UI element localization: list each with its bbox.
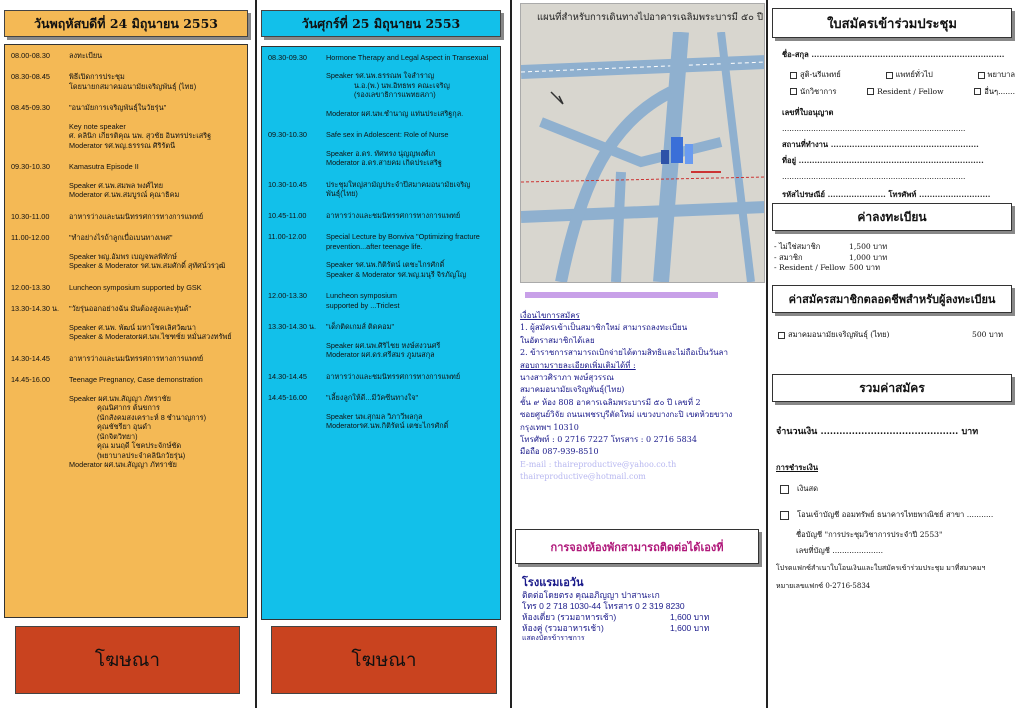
session-details (69, 233, 243, 270)
session-details (326, 291, 497, 310)
session-line (326, 100, 495, 109)
hotel-name: โรงแรมเอวัน (522, 577, 584, 589)
cash-option[interactable] (780, 484, 818, 495)
fee-row (774, 242, 974, 253)
map-divider-bar (525, 292, 718, 298)
session-time: 13.30-14.30 น. (11, 304, 59, 314)
session-line: Moderator ศ.นพ.สมบูรณ์ คุณาธิคม (69, 190, 180, 200)
schedule-row (11, 233, 243, 270)
note-line: นางสาวศิราภา พงษ์สุวรรณ (520, 372, 614, 382)
session-time: 08.00-08.30 (11, 51, 50, 60)
session-line: อาหารว่างและนมนิทรรศการทางการแพทย์ (69, 353, 204, 363)
session-line: "วัยรุ่นออกอย่างฉัน มันต้องสูงและทุ่นด้" (69, 304, 192, 314)
license-field[interactable]: เลขที่ใบอนุญาต (782, 108, 834, 117)
schedule-row (11, 72, 243, 91)
checkbox-icon (780, 511, 789, 520)
note-line: สมาคมอนามัยเจริญพันธุ์(ไทย) (520, 385, 625, 395)
opt-gp-label: แพทย์ทั่วไป (895, 70, 933, 79)
checkbox-icon (978, 72, 985, 79)
session-line: Teenage Pregnancy, Case demonstration (69, 375, 203, 385)
cash-label: เงินสด (797, 484, 819, 493)
session-details (69, 283, 243, 292)
room-single-price: 1,600 บาท (670, 612, 710, 623)
column-info (512, 0, 766, 708)
session-line: Speaker & Moderatorผศ.นพ.ไชฑช์ย หมั่นสวงทรัพย์ (69, 332, 232, 342)
fee-row (774, 263, 974, 274)
amount-field[interactable]: จำนวนเงิน ............................................ บาท (776, 427, 979, 437)
membership-amount: 500 บาท (972, 330, 1003, 339)
map-title: แผนที่สำหรับการเดินทางไปอาคารเฉลิมพระบารมี ๕๐ ปี (537, 12, 764, 23)
session-line: Hormone Therapy and Legal Aspect in Transexual (326, 53, 489, 62)
opt-other-label: อื่นๆ....... (984, 86, 1015, 96)
session-time: 10.30-10.45 (268, 179, 307, 189)
session-line: "เด็กติดเกมส์ ติดคอม" (326, 322, 395, 332)
schedule-row (11, 354, 243, 363)
note-line: ชั้น ๙ ห้อง 808 อาคารเฉลิมพระบารมี ๕๐ ปี เลขที่ 2 (520, 397, 701, 407)
advertisement-middle: โฆษณา (271, 626, 497, 694)
session-line (69, 314, 241, 323)
room-double-label: ห้องคู่ (รวมอาหารเช้า) (522, 623, 604, 634)
note-line: โทรศัพท์ : 0 2716 7227 โทรสาร : 0 2716 5834 (520, 434, 697, 444)
session-time: 13.30-14.30 น. (268, 322, 316, 332)
schedule-row (268, 53, 497, 118)
transfer-label: โอนเข้าบัญชี ออมทรัพย์ ธนาคารไทยพาณิชย์ สาขา ........... (797, 510, 994, 519)
session-line: Luncheon symposium supported by GSK (69, 282, 202, 292)
schedule-row (11, 283, 243, 292)
session-line: Luncheon symposium (326, 291, 397, 301)
session-details (326, 211, 497, 220)
session-line (326, 251, 495, 260)
session-line: Key note speaker (69, 121, 126, 131)
schedule-friday (261, 46, 501, 620)
schedule-row (268, 232, 497, 279)
checkbox-icon (790, 72, 797, 79)
session-line: คุณ มนฤดี โชคประจักษ์ชัด (97, 441, 182, 451)
location-map (520, 3, 765, 283)
checkbox-icon (867, 88, 874, 95)
opt-academic[interactable] (790, 87, 836, 98)
session-time: 09.30-10.30 (268, 130, 307, 140)
session-line (69, 172, 241, 181)
fax-note: โปรดแฟกซ์สำเนาใบโอนเงินและใบสมัครเข้าร่วมประชุม มาที่สมาคมฯ (776, 564, 986, 572)
session-line: Speaker รศ.นพ.กิติรัตน์ เตชะไกรศักดิ์ (326, 260, 445, 270)
note-line: ในอัตราสมาชิกได้เลย (520, 335, 595, 345)
address-field[interactable]: ที่อยู่ ...................................................................... (782, 156, 984, 165)
session-details (326, 322, 497, 359)
note-line: 1. ผู้สมัครเข้าเป็นสมาชิกใหม่ สามารถลงทะเบียน (520, 323, 688, 333)
note-line: สอบถามรายละเอียดเพิ่มเติมได้ที่ : (520, 360, 636, 370)
day-heading-thursday: วันพฤหัสบดีที่ 24 มิถุนายน 2553 (4, 10, 248, 37)
session-line (326, 62, 495, 71)
schedule-row (268, 291, 497, 310)
session-line (69, 243, 241, 252)
session-line: Speaker รศ.นพ.ธรรณพ ใจสำราญ (326, 71, 435, 81)
session-time: 10.30-11.00 (11, 211, 50, 221)
note-line: กรุงเทพฯ 10310 (520, 422, 579, 432)
session-line: Speaker ผศ.นพ.ศิริไชย หงษ์สงวนศรี (326, 340, 441, 350)
session-line (326, 140, 495, 149)
checkbox-icon (886, 72, 893, 79)
session-details (69, 375, 243, 469)
session-line: ศ. คลินิก เกียรติคุณ นพ. สุวชัย อินทรประเสริฐ (69, 131, 212, 141)
column-registration (768, 0, 1023, 708)
session-line: ประชุมใหญ่สามัญประจำปีสมาคมอนามัยเจริญพันธุ์(ไทย) (326, 179, 471, 199)
map-roads (521, 32, 765, 282)
fee-row (774, 253, 974, 264)
conditions-notes (520, 310, 764, 483)
session-line: อาหารว่างและนมนิทรรศการทางการแพทย์ (69, 211, 204, 221)
session-time: 10.45-11.00 (268, 210, 307, 220)
payment-label: การชำระเงิน (776, 463, 819, 472)
session-time: 14.45-16.00 (268, 393, 307, 403)
fee-label: - ไม่ใช่สมาชิก (774, 242, 821, 251)
schedule-row (11, 162, 243, 199)
opt-obgyn-label: สูติ-นรีแพทย์ (800, 70, 841, 79)
note-line: 2. ข้าราชการสามารถเบิกจ่ายได้ตามสิทธิและไม่ถือเป็นวันลา (520, 348, 728, 358)
session-line: (นักสังคมสงเคราะห์ 8 ชำนาญการ) (97, 412, 207, 422)
session-details (69, 72, 243, 91)
hotel-room-single (522, 612, 762, 623)
session-time: 09.30-10.30 (11, 162, 50, 172)
session-line: Safe sex in Adolescent: Role of Nurse (326, 130, 449, 140)
account-name: ชื่อบัญชี "การประชุมวิชาการประจำปี 2553" (796, 530, 943, 539)
session-line: "เลี้ยงลูกให้ดี...มีวัคซีนทางใจ" (326, 393, 419, 403)
session-line: Moderator รศ.พญ.ธรรรณ ศิริรัตนี (69, 140, 176, 150)
advertisement-left: โฆษณา (15, 626, 240, 694)
column-friday (257, 0, 510, 708)
session-line: Moderator อ.ดร.สายคม เกิดประเสริฐ (326, 158, 442, 168)
hotel-phone: โทร 0 2 718 1030-44 โทรสาร 0 2 319 8230 (522, 601, 685, 612)
session-line: น.อ.(พ.) นพ.อิทธพร คณะเจริญ (354, 80, 450, 90)
note-line: E-mail : thaireproductive@yahoo.co.th (520, 459, 677, 469)
hotel-room-double (522, 623, 762, 634)
session-time: 08.45-09.30 (11, 103, 50, 113)
schedule-row (268, 180, 497, 199)
session-line: "ทำอย่างไรถ้าลูกเบื่อเบนทางเพศ" (69, 233, 173, 243)
checkbox-icon (780, 485, 789, 494)
session-time: 14.45-16.00 (11, 375, 50, 385)
schedule-row (268, 393, 497, 430)
session-line: โดยนายกสมาคมอนามัยเจริญพันธุ์ (ไทย) (69, 81, 197, 91)
session-time: 11.00-12.00 (11, 233, 50, 243)
session-line: Speaker ศ.นพ.สมพล พงศ์ไทย (69, 180, 164, 190)
booking-contact-box: การจองห้องพักสามารถติดต่อได้เองที่ (515, 529, 759, 564)
session-line: ลงทะเบียน (69, 51, 103, 60)
schedule-row (268, 130, 497, 167)
session-details (69, 103, 243, 150)
zip-phone-field[interactable]: รหัสไปรษณีย์ ...................... โทรศัพท์ ........................... (782, 190, 991, 199)
fee-amount: 500 บาท (849, 263, 880, 273)
membership-title: ค่าสมัครสมาชิกตลอดชีพสำหรับผู้ลงทะเบียน (772, 285, 1012, 313)
session-line: Moderator ผศ.นพ.สัญญา ภัทราชัย (69, 460, 177, 470)
session-line: พิธีเปิดการประชุม (69, 72, 125, 82)
session-details (326, 130, 497, 167)
schedule-row (268, 211, 497, 220)
fee-table (774, 242, 974, 274)
day-heading-friday: วันศุกร์ที่ 25 มิถุนายน 2553 (261, 10, 501, 37)
session-line: "อนามัยการเจริญพันธุ์ในวัยรุ่น" (69, 103, 167, 113)
session-details (326, 53, 497, 118)
session-line: คุณชัชรียา อุนดำ (97, 422, 152, 432)
fee-label: - สมาชิก (774, 252, 803, 262)
session-details (326, 372, 497, 381)
session-line: Kamasutra Episode II (69, 162, 139, 172)
room-double-price: 1,600 บาท (670, 623, 710, 634)
session-line: Speaker ศ.นพ. พัฒน์ มหาโชคเลิศวัฒนา (69, 322, 196, 332)
form-title: ใบสมัครเข้าร่วมประชุม (772, 8, 1012, 38)
checkbox-icon (790, 88, 797, 95)
session-line: Speaker & Moderator รศ.พญ.มนุรี จิรภัญโญ (326, 269, 467, 279)
session-line: อาหารว่างและชมนิทรรศการทางการแพทย์ (326, 210, 461, 220)
fee-title: ค่าลงทะเบียน (772, 203, 1012, 231)
schedule-row (11, 212, 243, 221)
room-single-label: ห้องเดี่ยว (รวมอาหารเช้า) (522, 612, 617, 623)
opt-gp[interactable] (886, 70, 933, 81)
workplace-field[interactable]: สถานที่ทำงาน ........................................................ (782, 140, 979, 149)
session-details (69, 51, 243, 60)
session-details (69, 212, 243, 221)
column-thursday (0, 0, 255, 708)
session-time: 08.30-08.45 (11, 72, 50, 82)
session-line: Speaker อ.ดร. ทัศทรง นุ่ญญพงศ์เก (326, 148, 436, 158)
schedule-row (268, 372, 497, 381)
checkbox-icon (778, 332, 785, 339)
session-line: Moderatorรศ.นพ.กิติรัตน์ เตชะไกรศักดิ์ (326, 421, 449, 431)
opt-obgyn[interactable] (790, 70, 841, 81)
session-details (326, 180, 497, 199)
license-dots: ............................................................................ (782, 124, 966, 133)
session-time: 14.30-14.45 (11, 353, 50, 363)
session-time: 14.30-14.45 (268, 371, 307, 381)
name-field[interactable]: ชื่อ-สกุล ......................................................................... (782, 50, 1005, 59)
note-line: ซอยศูนย์วิจัย ถนนเพชรบุรีตัดใหม่ แขวงบางกะปิ เขตห้วยขวาง (520, 410, 733, 420)
schedule-row (11, 375, 243, 469)
session-details (69, 162, 243, 199)
session-line: Speaker นพ.สุกมล วิภาวีพลกุล (326, 411, 423, 421)
membership-label: สมาคมอนามัยเจริญพันธุ์ (ไทย) (788, 330, 890, 339)
session-line: Moderator ผศ.ดร.ศรีสมร ภูมนสกุล (326, 350, 435, 360)
schedule-row (11, 103, 243, 150)
hotel-info (522, 576, 762, 644)
schedule-thursday (4, 44, 248, 618)
schedule-row (11, 304, 243, 341)
schedule-row (11, 51, 243, 60)
note-line: เงื่อนไขการสมัคร (520, 311, 580, 320)
session-time: 12.00-13.30 (268, 291, 307, 301)
opt-other[interactable] (974, 87, 1015, 98)
total-title: รวมค่าสมัคร (772, 374, 1012, 402)
session-line (69, 385, 241, 394)
session-line (69, 113, 241, 122)
fax-number: หมายเลขแฟกซ์ 0-2716-5834 (776, 582, 871, 590)
session-details (69, 304, 243, 341)
session-line: Speaker & Moderator รศ.นพ.สมศักดิ์ สุทัศน์วรวุฒิ (69, 261, 226, 271)
session-line (326, 332, 495, 341)
session-line: Speaker ผศ.นพ.สัญญา ภัทราชัย (69, 393, 171, 403)
session-line: Speaker พญ.อัมพร เบญจพลพิทักษ์ (69, 251, 177, 261)
address-dots: ............................................................................ (782, 172, 966, 181)
session-line: supported by ...Triclest (326, 300, 400, 310)
session-line: (พยาบาลประจำคลินิกวัยรุ่น) (97, 450, 186, 460)
session-line: (นักจิตวิทยา) (97, 431, 138, 441)
schedule-row (268, 322, 497, 359)
opt-resident[interactable] (867, 87, 944, 98)
hotel-contact: ติดต่อโดยตรง คุณอภิญญา ปาสานะเก (522, 590, 660, 601)
fee-amount: 1,000 บาท (849, 252, 888, 262)
opt-resident-label: Resident / Fellow (877, 86, 944, 96)
membership-row[interactable] (778, 330, 1003, 341)
fee-amount: 1,500 บาท (849, 242, 888, 251)
opt-nurse[interactable] (978, 70, 1015, 81)
opt-nurse-label: พยาบาล (987, 70, 1015, 79)
note-line: มือถือ 087-939-8510 (520, 447, 599, 457)
session-line: อาหารว่างและชมนิทรรศการทางการแพทย์ (326, 371, 461, 381)
checkbox-icon (974, 88, 981, 95)
session-line: Moderator ผศ.นพ.ชำนาญ แท่นประเสริฐกุล. (326, 108, 464, 118)
note-line: thaireproductive@hotmail.com (520, 472, 646, 482)
session-details (326, 393, 497, 430)
session-time: 11.00-12.00 (268, 232, 307, 242)
session-details (69, 354, 243, 363)
account-number: เลขที่บัญชี ..................... (796, 546, 883, 555)
session-line: (รองเลขาธิการแพทยสภา) (354, 90, 436, 100)
session-time: 12.00-13.30 (11, 282, 50, 292)
session-line: คุณนิศากร ต้นขการ (97, 403, 160, 413)
session-line: Special Lecture by Bonviva "Optimizing fracture prevention...after teenage life. (326, 232, 480, 251)
transfer-option[interactable] (780, 510, 1018, 521)
opt-academic-label: นักวิชาการ (800, 86, 837, 96)
session-details (326, 232, 497, 279)
session-line (326, 403, 495, 412)
fee-label: - Resident / Fellow (774, 263, 846, 273)
profession-options (790, 70, 1015, 97)
hotel-note: แสดงบัตรข้าราชการ (522, 635, 585, 643)
session-time: 08.30-09.30 (268, 53, 307, 62)
